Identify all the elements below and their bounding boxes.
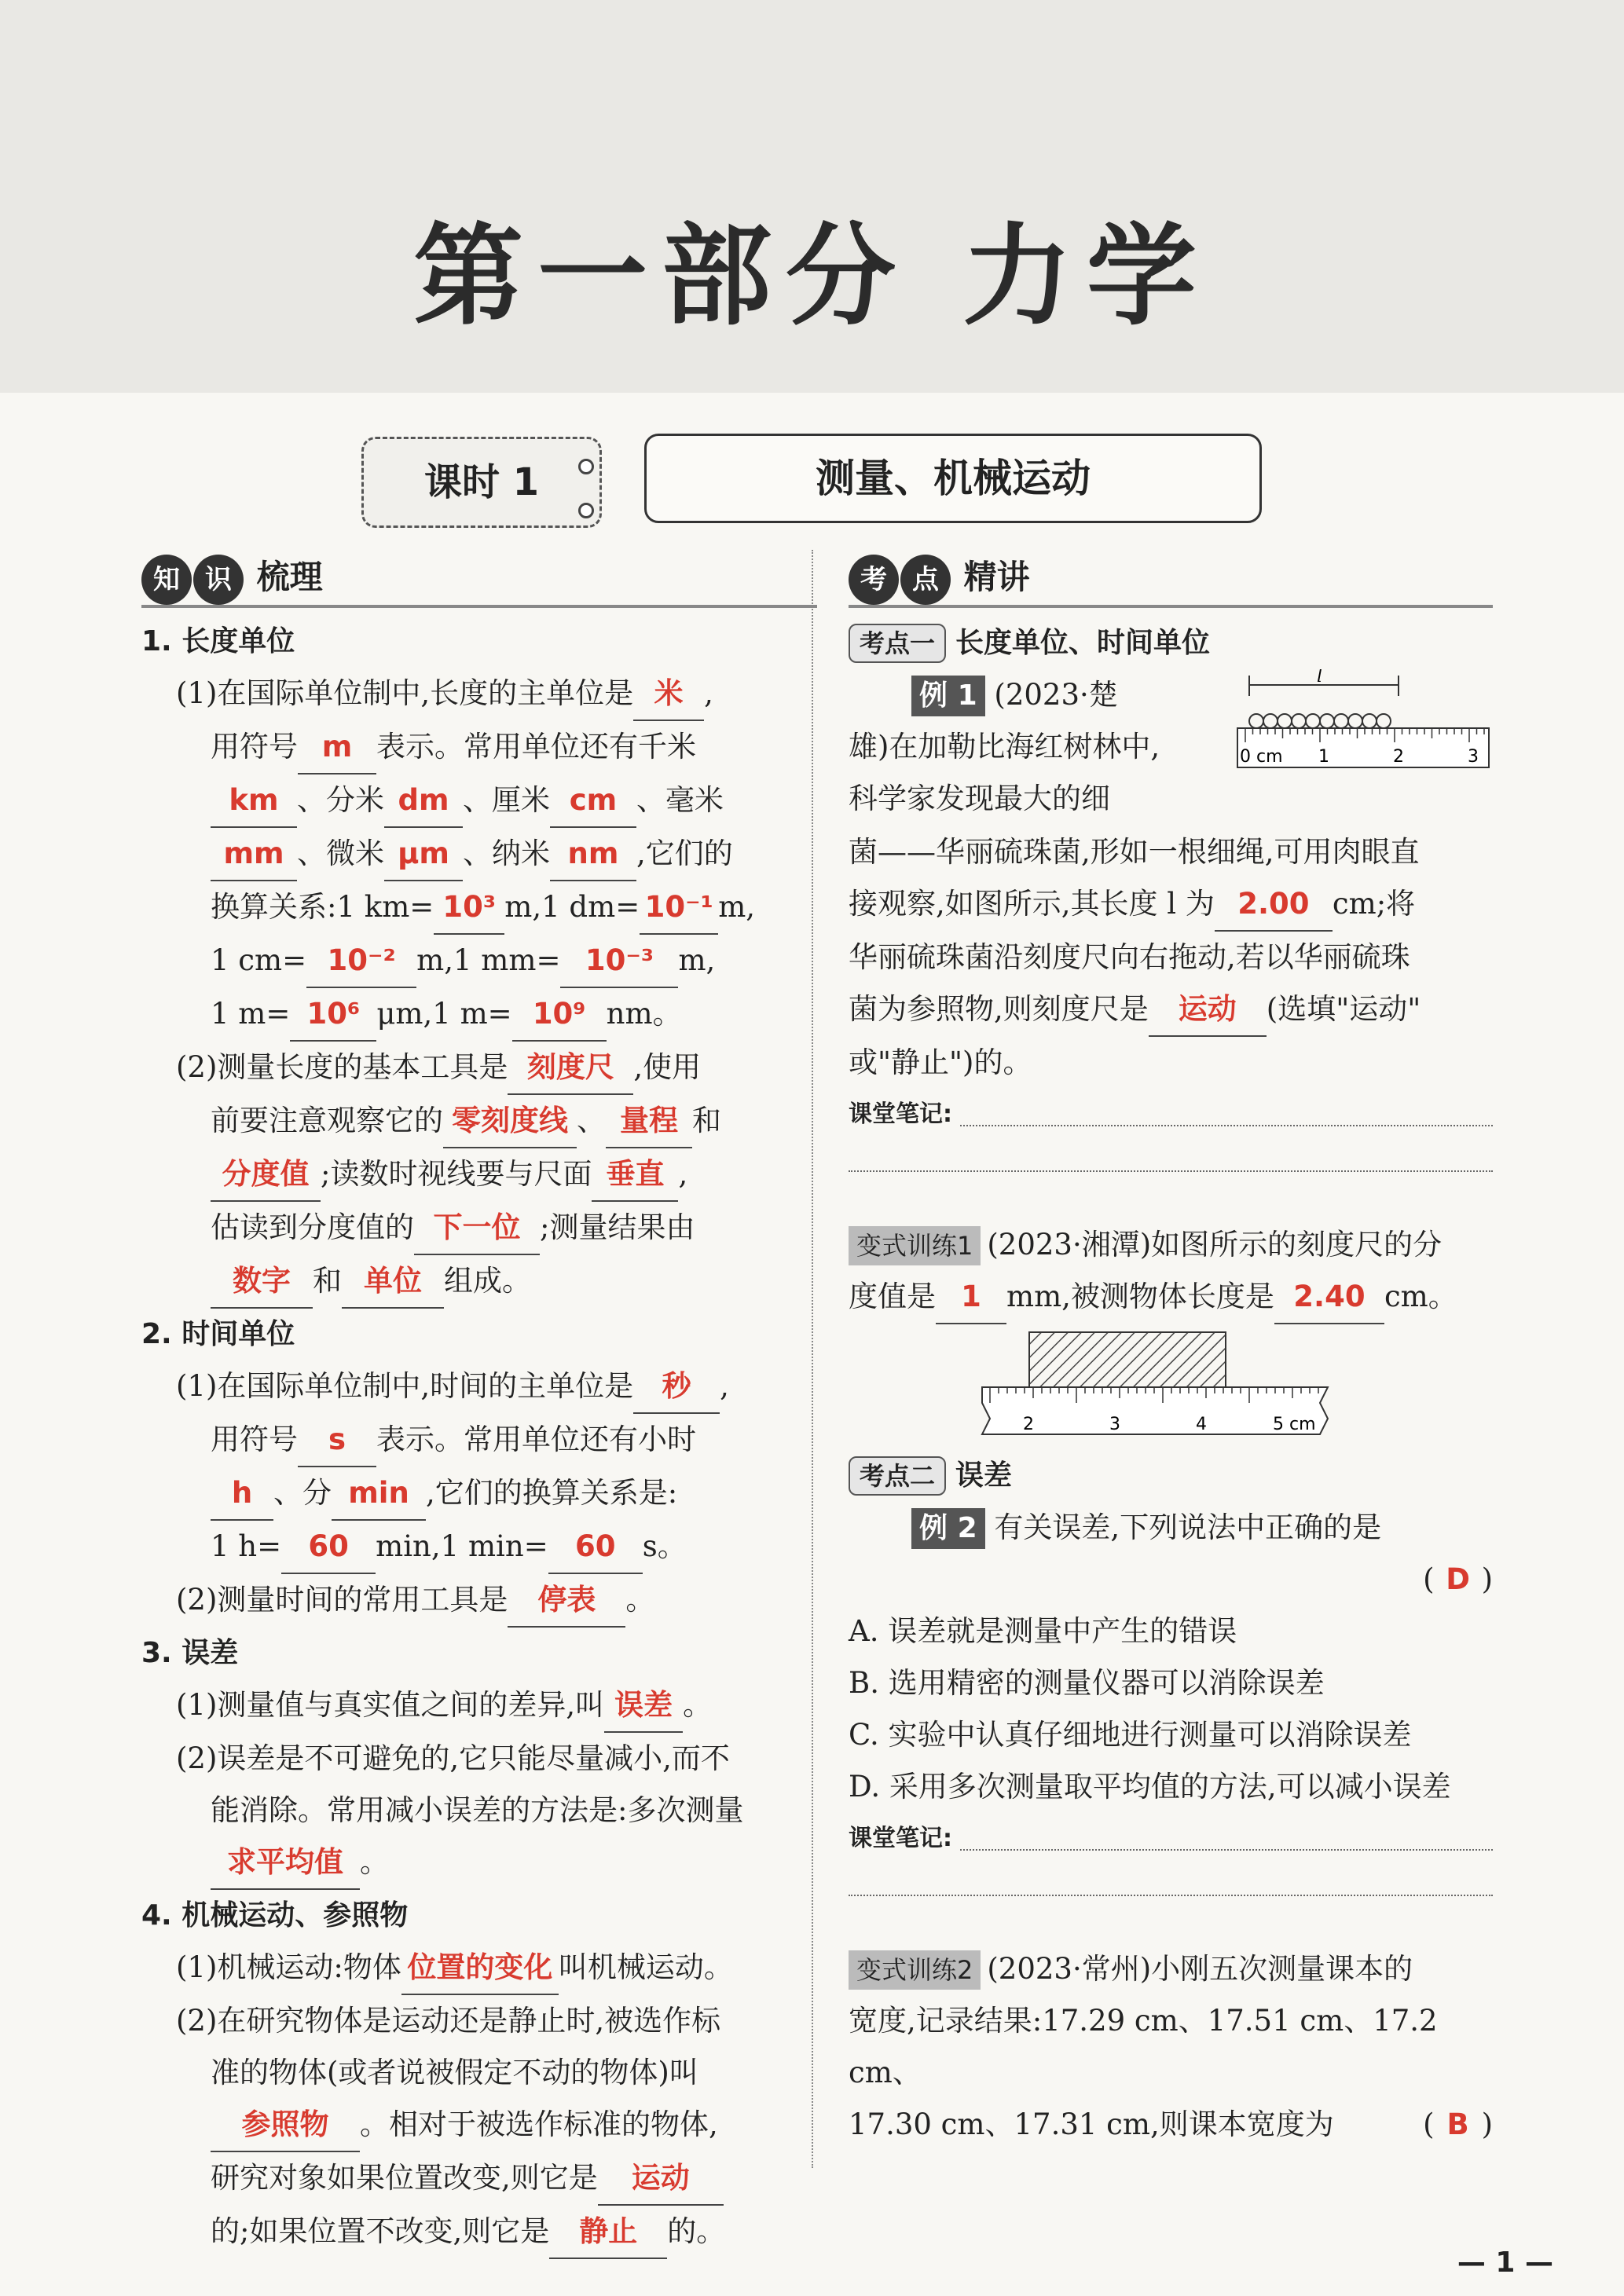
- keypoint-label: 考点二: [849, 1456, 946, 1496]
- right-column: 考 点 精讲 考点一 长度单位、时间单位 例 1 (2023·楚 雄)在加勒比海红树林中, 科学家发现最大的细 l 0 cm 1 2 3 菌——华丽硫珠菌,形如一根细绳,可用肉眼直 接观察,如图所示,其长度 l 为 2.00 cm;将 华丽硫珠菌沿刻度尺向右拖动,若以华丽硫珠 菌为参照物,则刻度尺是 运动 (选填"运动" 或"静止")的。 课堂笔记: 变式训练1 (2023·湘潭)如图所示的刻度尺的分 度值是 1 mm,被测物体长度是 2.40 cm。 2 3 4 5 cm 考点二 误差 例 2 有关误差,下列说法中正确的是 ( D ) A. 误差就是测量中产生的错误 B. 选用精密的测量仪器可以消除误差 C. 实验中认真仔细地进行测量可以消除误差 D. 采用多次测量取平均值的方法,可以减小误差 课堂笔记: 变式训练2 (2023·常州)小刚五次测量课本的 宽度,记录结果:17.29 cm、17.51 cm、17.2 cm、 17.30 cm、17.31 cm,则课本宽度为 ( B ): [849, 550, 1493, 2151]
- figure-ruler-bacteria: [1234, 669, 1493, 795]
- answer: 零刻度线: [443, 1095, 577, 1148]
- answer: 求平均值: [211, 1836, 360, 1890]
- answer: 2.00: [1215, 878, 1333, 932]
- ring-icon: [578, 503, 594, 518]
- text: 研究对象如果位置改变,则它是: [211, 2161, 598, 2195]
- fig-tick: 5 cm: [1273, 1415, 1316, 1434]
- text: 、厘米: [463, 783, 550, 817]
- keypoint-title: 误差: [955, 1459, 1013, 1492]
- section-title: 梳理: [256, 558, 323, 596]
- answer: 10⁹: [512, 988, 607, 1042]
- heading-error: 3. 误差: [141, 1637, 239, 1669]
- badge-shi: 识: [193, 555, 244, 605]
- answer: 2.40: [1274, 1271, 1384, 1324]
- text: cm;将: [1332, 887, 1416, 921]
- answer: 10⁻³: [560, 935, 678, 988]
- option-d: D. 采用多次测量取平均值的方法,可以减小误差: [849, 1770, 1451, 1803]
- fig-tick: 2: [1023, 1415, 1034, 1434]
- text: 、微米: [297, 837, 384, 870]
- text: (2023·湘潭)如图所示的刻度尺的分: [987, 1228, 1443, 1262]
- text: mm,被测物体长度是: [1006, 1280, 1274, 1313]
- text: 前要注意观察它的: [211, 1104, 443, 1137]
- answer: 运动: [1149, 983, 1267, 1037]
- answer: 误差: [604, 1679, 683, 1733]
- section-header-points: [849, 550, 1493, 608]
- answer: 量程: [606, 1095, 692, 1148]
- text: 的;如果位置不改变,则它是: [211, 2214, 550, 2248]
- keypoint-label: 考点一: [849, 624, 946, 663]
- ring-icon: [578, 459, 594, 474]
- page-number: — 1 —: [1457, 2247, 1553, 2279]
- fig-tick: 3: [1109, 1415, 1120, 1434]
- text: ,使用: [633, 1050, 702, 1084]
- drill-label: 变式训练2: [849, 1950, 981, 1990]
- answer: 10⁻²: [306, 935, 416, 988]
- text: 度值是: [849, 1280, 936, 1313]
- badge-dian: 点: [900, 555, 951, 605]
- answer: 停表: [508, 1574, 625, 1628]
- heading-length: 1. 长度单位: [141, 625, 295, 657]
- example-label: 例 1: [911, 676, 985, 716]
- text: 的。: [667, 2214, 726, 2248]
- part-title: 第一部分 力学: [413, 213, 1211, 341]
- fig-l-label: l: [1317, 669, 1323, 687]
- answer: h: [211, 1467, 273, 1521]
- text: 。相对于被选作标准的物体,: [360, 2107, 718, 2141]
- text: 、分: [273, 1476, 332, 1510]
- answer: 米: [633, 668, 704, 721]
- option-b: B. 选用精密的测量仪器可以消除误差: [849, 1666, 1325, 1700]
- answer: 下一位: [414, 1202, 540, 1255]
- text: 表示。常用单位还有小时: [376, 1423, 696, 1456]
- answer: 垂直: [592, 1148, 678, 1202]
- text: (1)在国际单位制中,时间的主单位是: [176, 1369, 634, 1403]
- text: 17.30 cm、17.31 cm,则课本宽度为: [849, 2107, 1334, 2141]
- answer: 单位: [342, 1255, 444, 1309]
- text: (2)误差是不可避免的,它只能尽量减小,而不: [176, 1741, 730, 1775]
- answer: 运动: [598, 2152, 724, 2206]
- choice-answer: B: [1446, 2107, 1469, 2141]
- text: (2)在研究物体是运动还是静止时,被选作标: [176, 2004, 721, 2038]
- answer: 10³: [434, 881, 504, 935]
- text: m,: [718, 890, 756, 924]
- text: μm,1 m=: [376, 997, 512, 1031]
- answer: 位置的变化: [401, 1942, 559, 1995]
- text: m,: [678, 943, 716, 977]
- text: (选填"运动": [1266, 992, 1421, 1026]
- text: 华丽硫珠菌沿刻度尺向右拖动,若以华丽硫珠: [849, 940, 1410, 974]
- answer: 10⁶: [290, 988, 376, 1042]
- text: 和: [313, 1264, 342, 1298]
- text: (1)测量值与真实值之间的差异,叫: [176, 1688, 605, 1722]
- fig-tick: 2: [1393, 747, 1404, 767]
- class-notes-label: 课堂笔记:: [849, 1825, 952, 1852]
- text: ,它们的换算关系是:: [426, 1476, 678, 1510]
- answer: dm: [384, 774, 463, 828]
- text: 1 h=: [211, 1529, 282, 1563]
- text: (1)机械运动:物体: [176, 1950, 401, 1984]
- choice-answer: D: [1446, 1562, 1470, 1596]
- text: 接观察,如图所示,其长度 l 为: [849, 887, 1215, 921]
- text: cm。: [1384, 1280, 1457, 1313]
- answer: 60: [548, 1521, 643, 1574]
- fig-tick: 0 cm: [1240, 747, 1283, 767]
- text: (2023·常州)小刚五次测量课本的: [987, 1952, 1413, 1986]
- answer: μm: [384, 828, 463, 881]
- text: 、纳米: [463, 837, 550, 870]
- heading-motion: 4. 机械运动、参照物: [141, 1899, 409, 1932]
- text: (1)在国际单位制中,长度的主单位是: [176, 676, 634, 710]
- text: 或"静止")的。: [849, 1045, 1032, 1079]
- answer: 静止: [549, 2206, 667, 2259]
- answer: 1: [936, 1271, 1006, 1324]
- figure-ruler-block: [849, 1324, 1493, 1450]
- drill-label: 变式训练1: [849, 1226, 981, 1265]
- text: s。: [642, 1529, 687, 1563]
- text: ;读数时视线要与尺面: [321, 1157, 592, 1191]
- option-c: C. 实验中认真仔细地进行测量可以消除误差: [849, 1718, 1412, 1752]
- answer: mm: [211, 828, 297, 881]
- text: 1 cm=: [211, 943, 307, 977]
- heading-time: 2. 时间单位: [141, 1318, 295, 1350]
- answer: 分度值: [211, 1148, 321, 1202]
- text: 菌——华丽硫珠菌,形如一根细绳,可用肉眼直: [849, 835, 1420, 869]
- answer: 秒: [633, 1360, 720, 1414]
- text: 和: [692, 1104, 721, 1137]
- text: 用符号: [211, 730, 298, 764]
- text: 表示。常用单位还有千米: [376, 730, 696, 764]
- badge-kao: 考: [849, 555, 899, 605]
- answer: 60: [281, 1521, 376, 1574]
- text: 组成。: [444, 1264, 531, 1298]
- notes-line[interactable]: [849, 1893, 1493, 1896]
- text: 有关误差,下列说法中正确的是: [994, 1511, 1382, 1544]
- lesson-title: 测量、机械运动: [644, 434, 1262, 523]
- text: 、: [577, 1104, 606, 1137]
- answer: 10⁻¹: [640, 881, 718, 935]
- text: m,1 dm=: [504, 890, 640, 924]
- text: m,1 mm=: [416, 943, 561, 977]
- text: 、分米: [297, 783, 384, 817]
- text: min,1 min=: [376, 1529, 548, 1563]
- answer: m: [298, 721, 376, 774]
- text: (2023·楚: [994, 678, 1118, 712]
- keypoint-title: 长度单位、时间单位: [955, 627, 1211, 659]
- fig-tick: 3: [1468, 747, 1479, 767]
- notes-line[interactable]: [960, 1123, 1493, 1126]
- text: 能消除。常用减小误差的方法是:多次测量: [211, 1793, 744, 1827]
- text: 叫机械运动。: [558, 1950, 733, 1984]
- answer: 数字: [211, 1255, 313, 1309]
- text: 准的物体(或者说被假定不动的物体)叫: [211, 2056, 698, 2089]
- text: 雄)在加勒比海红树林中,: [849, 730, 1160, 764]
- keypoint-1: [849, 617, 1493, 669]
- answer: cm: [550, 774, 636, 828]
- left-column: 知 识 梳理 1. 长度单位 (1)在国际单位制中,长度的主单位是 米 , 用符号 m 表示。常用单位还有千米 km 、分米 dm 、厘米 cm 、毫米 mm 、微米 μm 、纳米 nm ,它们的 换算关系:1 km= 10³ m,1 dm= 10⁻¹ m, 1 cm= 10⁻² m,1 mm= 10⁻³ m, 1 m= 10⁶ μm,1 m= 10⁹ nm。 (2)测量长度的基本工具是 刻度尺 ,使用 前要注意观察它的 零刻度线 、 量程 和 分度值 ;读数时视线要与尺面 垂直 , 估读到分度值的 下一位 ;测量结果由 数字 和 单位 组成。 2. 时间单位 (1)在国际单位制中,时间的主单位是 秒 , 用符号 s 表示。常用单位还有小时 h 、分 min ,它们的换算关系是: 1 h= 60 min,1 min= 60 s。 (2)测量时间的常用工具是 停表 。 3. 误差 (1)测量值与真实值之间的差异,叫 误差 。 (2)误差是不可避免的,它只能尽量减小,而不 能消除。常用减小误差的方法是:多次测量 求平均值 。 4. 机械运动、参照物 (1)机械运动:物体 位置的变化 叫机械运动。 (2)在研究物体是运动还是静止时,被选作标 准的物体(或者说被假定不动的物体)叫 参照物 。相对于被选作标准的物体, 研究对象如果位置改变,则它是 运动 的;如果位置不改变,则它是 静止 的。: [141, 550, 817, 2259]
- text: 菌为参照物,则刻度尺是: [849, 992, 1149, 1026]
- option-a: A. 误差就是测量中产生的错误: [849, 1614, 1237, 1648]
- section-title: 精讲: [963, 558, 1030, 596]
- answer: min: [332, 1467, 426, 1521]
- answer: 刻度尺: [508, 1042, 633, 1095]
- class-notes-label: 课堂笔记:: [849, 1100, 952, 1128]
- text: nm。: [606, 997, 682, 1031]
- answer: nm: [550, 828, 636, 881]
- section-header-knowledge: [141, 550, 817, 608]
- answer: km: [211, 774, 297, 828]
- keypoint-2: [849, 1450, 1493, 1502]
- text: 科学家发现最大的细: [849, 782, 1110, 815]
- text: ,它们的: [636, 837, 733, 870]
- text: 换算关系:1 km=: [211, 890, 434, 924]
- text: (2)测量长度的基本工具是: [176, 1050, 508, 1084]
- text: (2)测量时间的常用工具是: [176, 1583, 508, 1617]
- answer: s: [298, 1414, 376, 1467]
- text: 。: [625, 1583, 655, 1617]
- text: 宽度,记录结果:17.29 cm、17.51 cm、17.2 cm、: [849, 2004, 1438, 2089]
- text: 1 m=: [211, 997, 291, 1031]
- badge-zhi: 知: [141, 555, 192, 605]
- text: 估读到分度值的: [211, 1210, 414, 1244]
- text: ;测量结果由: [540, 1210, 695, 1244]
- text: 、毫米: [636, 783, 724, 817]
- notes-line[interactable]: [960, 1847, 1493, 1851]
- text: 用符号: [211, 1423, 298, 1456]
- answer: 参照物: [211, 2099, 360, 2152]
- lesson-tag: 课时 1: [361, 437, 602, 528]
- example-label: 例 2: [911, 1508, 985, 1549]
- notes-line[interactable]: [849, 1169, 1493, 1172]
- fig-tick: 1: [1318, 747, 1329, 767]
- fig-tick: 4: [1196, 1415, 1207, 1434]
